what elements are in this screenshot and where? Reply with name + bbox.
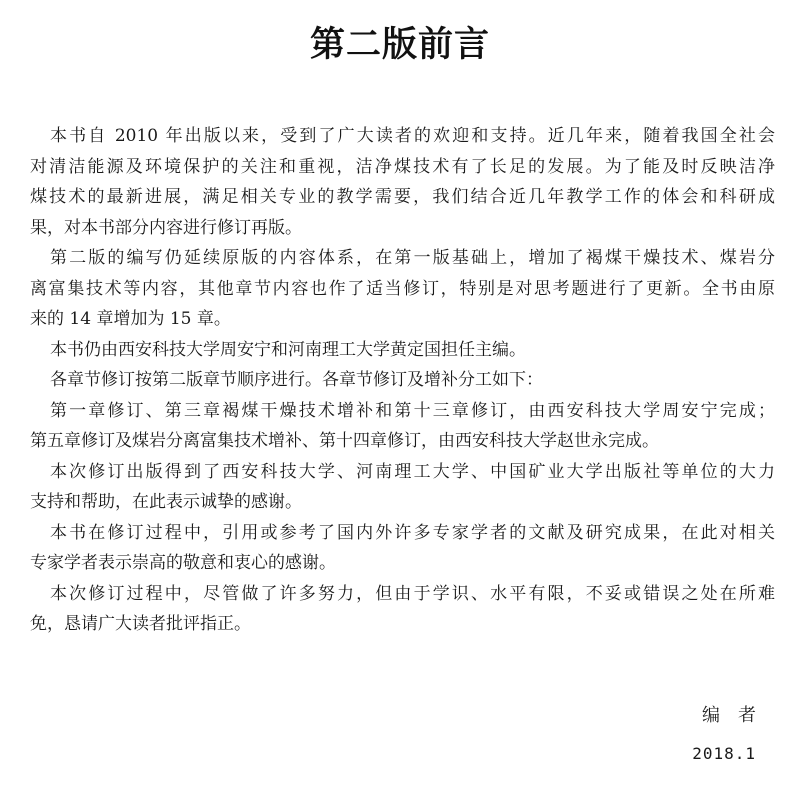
signature-author: 编者 bbox=[702, 705, 774, 726]
text-line: 本书在修订过程中，引用或参考了国内外许多专家学者的文献及研究成果，在此对相关 bbox=[50, 522, 775, 543]
text-line: 对清洁能源及环境保护的关注和重视，洁净煤技术有了长足的发展。为了能及时反映洁净 bbox=[30, 156, 775, 177]
text-line: 第五章修订及煤岩分离富集技术增补、第十四章修订，由西安科技大学赵世永完成。 bbox=[30, 431, 659, 451]
text-line: 各章节修订按第二版章节顺序进行。各章节修订及增补分工如下： bbox=[50, 370, 543, 390]
text-line: 第二版的编写仍延续原版的内容体系，在第一版基础上，增加了褐煤干燥技术、煤岩分 bbox=[50, 248, 775, 268]
text-line: 离富集技术等内容，其他章节内容也作了适当修订，特别是对思考题进行了更新。全书由原 bbox=[30, 278, 775, 299]
signature-block bbox=[692, 697, 774, 773]
text-line: 支持和帮助，在此表示诚挚的感谢。 bbox=[30, 492, 302, 512]
signature-date: 2018.1 bbox=[692, 744, 756, 763]
page-title: 第二版前言 bbox=[309, 25, 490, 65]
text-line: 本书自 2010 年出版以来，受到了广大读者的欢迎和支持。近几年来，随着我国全社会 bbox=[50, 126, 775, 146]
preface-body bbox=[30, 121, 775, 640]
text-line: 本次修订过程中，尽管做了许多努力，但由于学识、水平有限，不妥或错误之处在所难 bbox=[50, 583, 775, 604]
text-line: 第一章修订、第三章褐煤干燥技术增补和第十三章修订，由西安科技大学周安宁完成； bbox=[50, 400, 775, 421]
text-line: 果，对本书部分内容进行修订再版。 bbox=[30, 217, 302, 238]
text-line: 煤技术的最新进展，满足相关专业的教学需要，我们结合近几年教学工作的体会和科研成 bbox=[30, 187, 775, 207]
text-line: 免，恳请广大读者批评指正。 bbox=[30, 614, 251, 634]
text-line: 本书仍由西安科技大学周安宁和河南理工大学黄定国担任主编。 bbox=[50, 339, 526, 360]
text-line: 来的 14 章增加为 15 章。 bbox=[30, 309, 231, 329]
text-line: 本次修订出版得到了西安科技大学、河南理工大学、中国矿业大学出版社等单位的大力 bbox=[50, 461, 775, 482]
text-line: 专家学者表示崇高的敬意和衷心的感谢。 bbox=[30, 553, 336, 573]
